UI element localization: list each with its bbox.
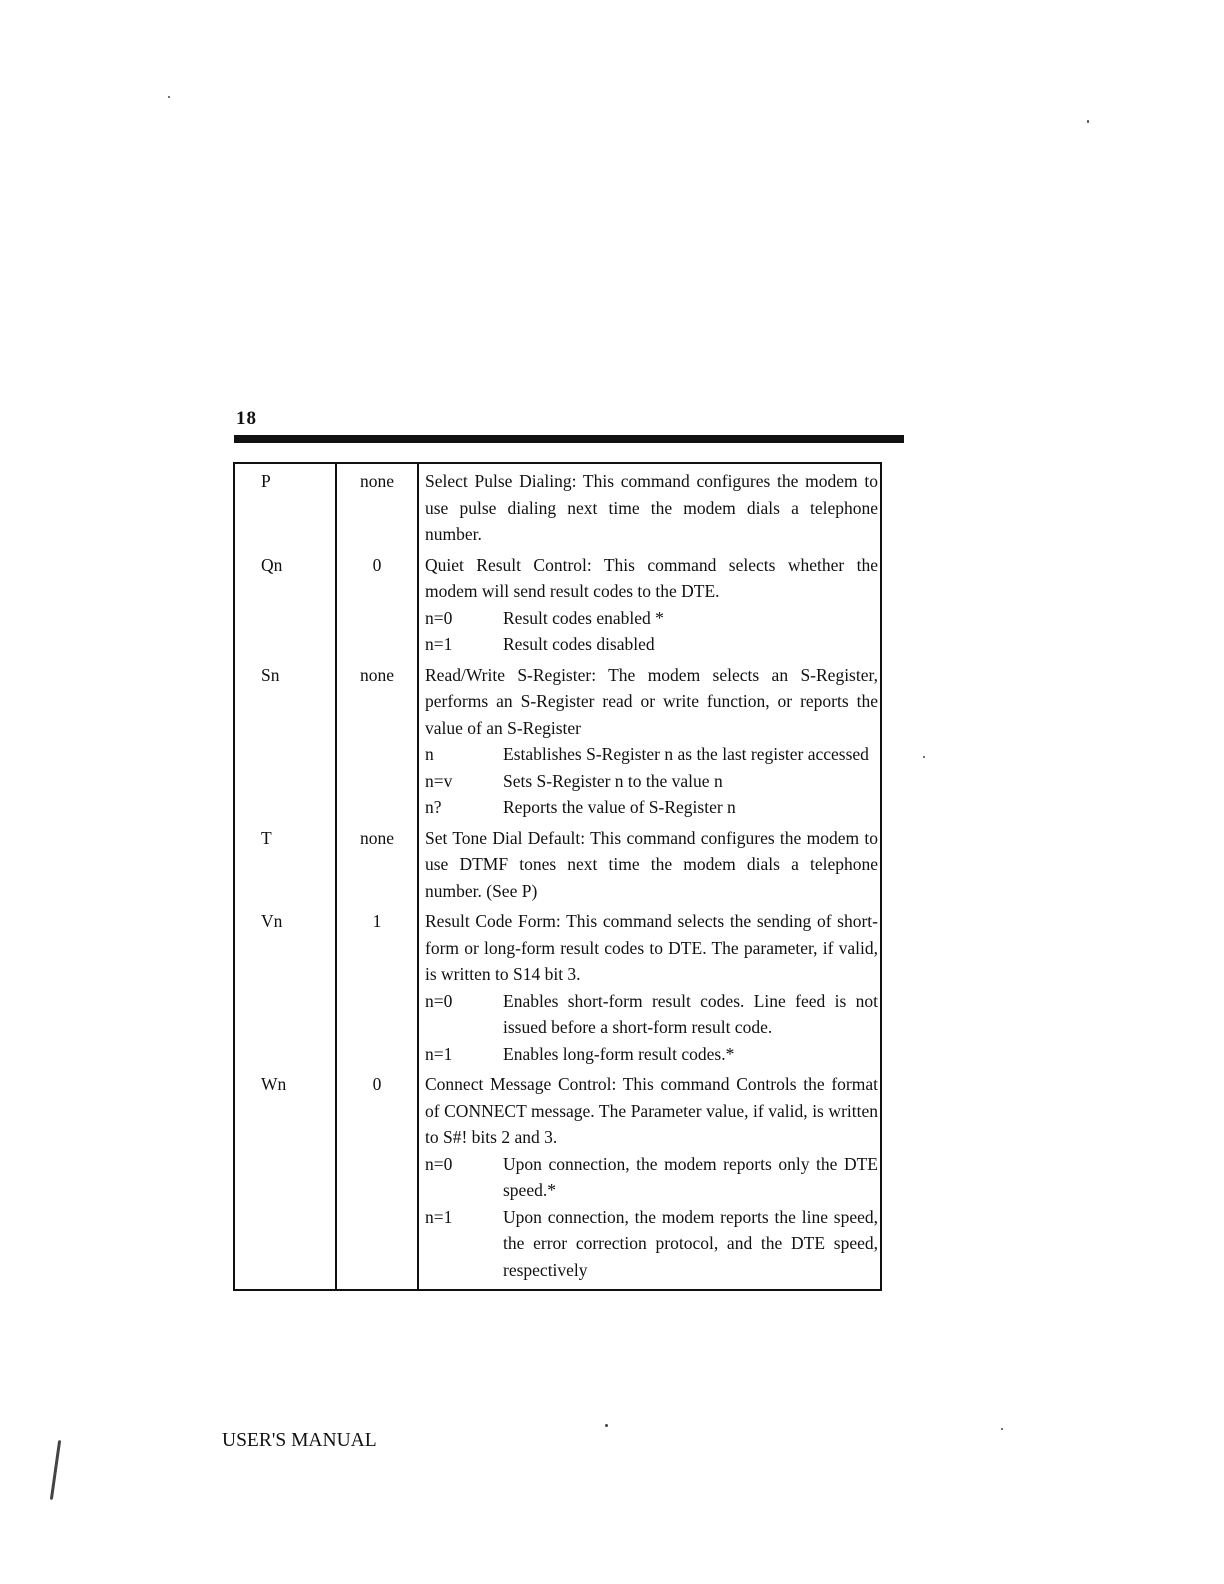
option-row — [425, 1041, 878, 1068]
option-row — [425, 768, 878, 795]
option-text: Enables short-form result codes. Line feed is not issued before a short-form result code. — [503, 990, 878, 1037]
scan-speck — [605, 1424, 608, 1427]
description-text: Result Code Form: This command selects the sending of short-form or long-form result codes to DTE. The parameter, if valid, is written to S14 bit 3. — [425, 911, 878, 984]
option-row — [425, 794, 878, 821]
option-key: n=0 — [425, 1153, 453, 1174]
command-row-qn — [234, 548, 881, 658]
command-row-p — [234, 463, 881, 548]
option-key: n=0 — [425, 607, 453, 628]
option-key: n? — [425, 797, 442, 817]
command-default: none — [336, 821, 418, 905]
description-text: Connect Message Control: This command Controls the format of CONNECT message. The Parameter value, if valid, is written to S#! bits 2 and 3. — [425, 1074, 878, 1147]
option-row — [425, 988, 878, 1041]
command-name: Sn — [234, 658, 336, 821]
option-row — [425, 1151, 878, 1204]
command-default: 1 — [336, 904, 418, 1067]
description-text: Select Pulse Dialing: This command configures the modem to use pulse dialing next time the modem dials a telephone number. — [425, 471, 878, 544]
description-text: Read/Write S-Register: The modem selects an S-Register, performs an S-Register read or write function, or reports the value of an S-Register — [425, 664, 878, 738]
option-row — [425, 605, 878, 632]
command-name: Vn — [234, 904, 336, 1067]
option-key: n=v — [425, 770, 453, 791]
command-description — [418, 904, 881, 1067]
option-text: Upon connection, the modem reports only the DTE speed.* — [503, 1153, 878, 1200]
option-text: Establishes S-Register n as the last register accessed — [503, 744, 869, 764]
command-default: none — [336, 658, 418, 821]
command-description — [418, 1067, 881, 1290]
header-rule — [234, 435, 904, 443]
option-row — [425, 741, 878, 768]
page-number: 18 — [236, 408, 257, 429]
scan-speck — [1001, 1428, 1003, 1430]
scan-speck — [1087, 120, 1089, 123]
command-default: 0 — [336, 1067, 418, 1290]
option-text: Sets S-Register n to the value n — [503, 770, 723, 791]
command-name: Wn — [234, 1067, 336, 1290]
command-name: T — [234, 821, 336, 905]
command-description — [418, 463, 881, 548]
command-name: P — [234, 463, 336, 548]
description-text: Quiet Result Control: This command selects whether the modem will send result codes to the DTE. — [425, 554, 878, 601]
command-description — [418, 821, 881, 905]
option-text: Result codes enabled * — [503, 607, 664, 628]
command-description — [418, 658, 881, 821]
option-key: n — [425, 744, 434, 764]
command-default: none — [336, 463, 418, 548]
option-text: Reports the value of S-Register n — [503, 797, 736, 817]
description-text: Set Tone Dial Default: This command configures the modem to use DTMF tones next time the modem dials a telephone number. (See P) — [425, 827, 878, 901]
command-row-t — [234, 821, 881, 905]
scan-speck — [923, 756, 925, 758]
scan-speck — [168, 96, 170, 98]
command-row-vn — [234, 904, 881, 1067]
option-text: Result codes disabled — [503, 634, 655, 654]
command-row-sn — [234, 658, 881, 821]
option-text: Enables long-form result codes.* — [503, 1043, 735, 1064]
option-key: n=1 — [425, 1206, 453, 1227]
command-name: Qn — [234, 548, 336, 658]
scan-speck — [50, 1440, 61, 1500]
option-text: Upon connection, the modem reports the line speed, the error correction protocol, and the DTE speed, respectively — [503, 1206, 878, 1280]
command-table — [233, 462, 882, 1291]
option-row — [425, 1204, 878, 1284]
option-row — [425, 631, 878, 658]
footer-text: USER'S MANUAL — [222, 1430, 377, 1451]
option-key: n=1 — [425, 634, 453, 654]
option-key: n=0 — [425, 990, 453, 1011]
command-description — [418, 548, 881, 658]
option-key: n=1 — [425, 1043, 453, 1064]
command-row-wn — [234, 1067, 881, 1290]
command-default: 0 — [336, 548, 418, 658]
